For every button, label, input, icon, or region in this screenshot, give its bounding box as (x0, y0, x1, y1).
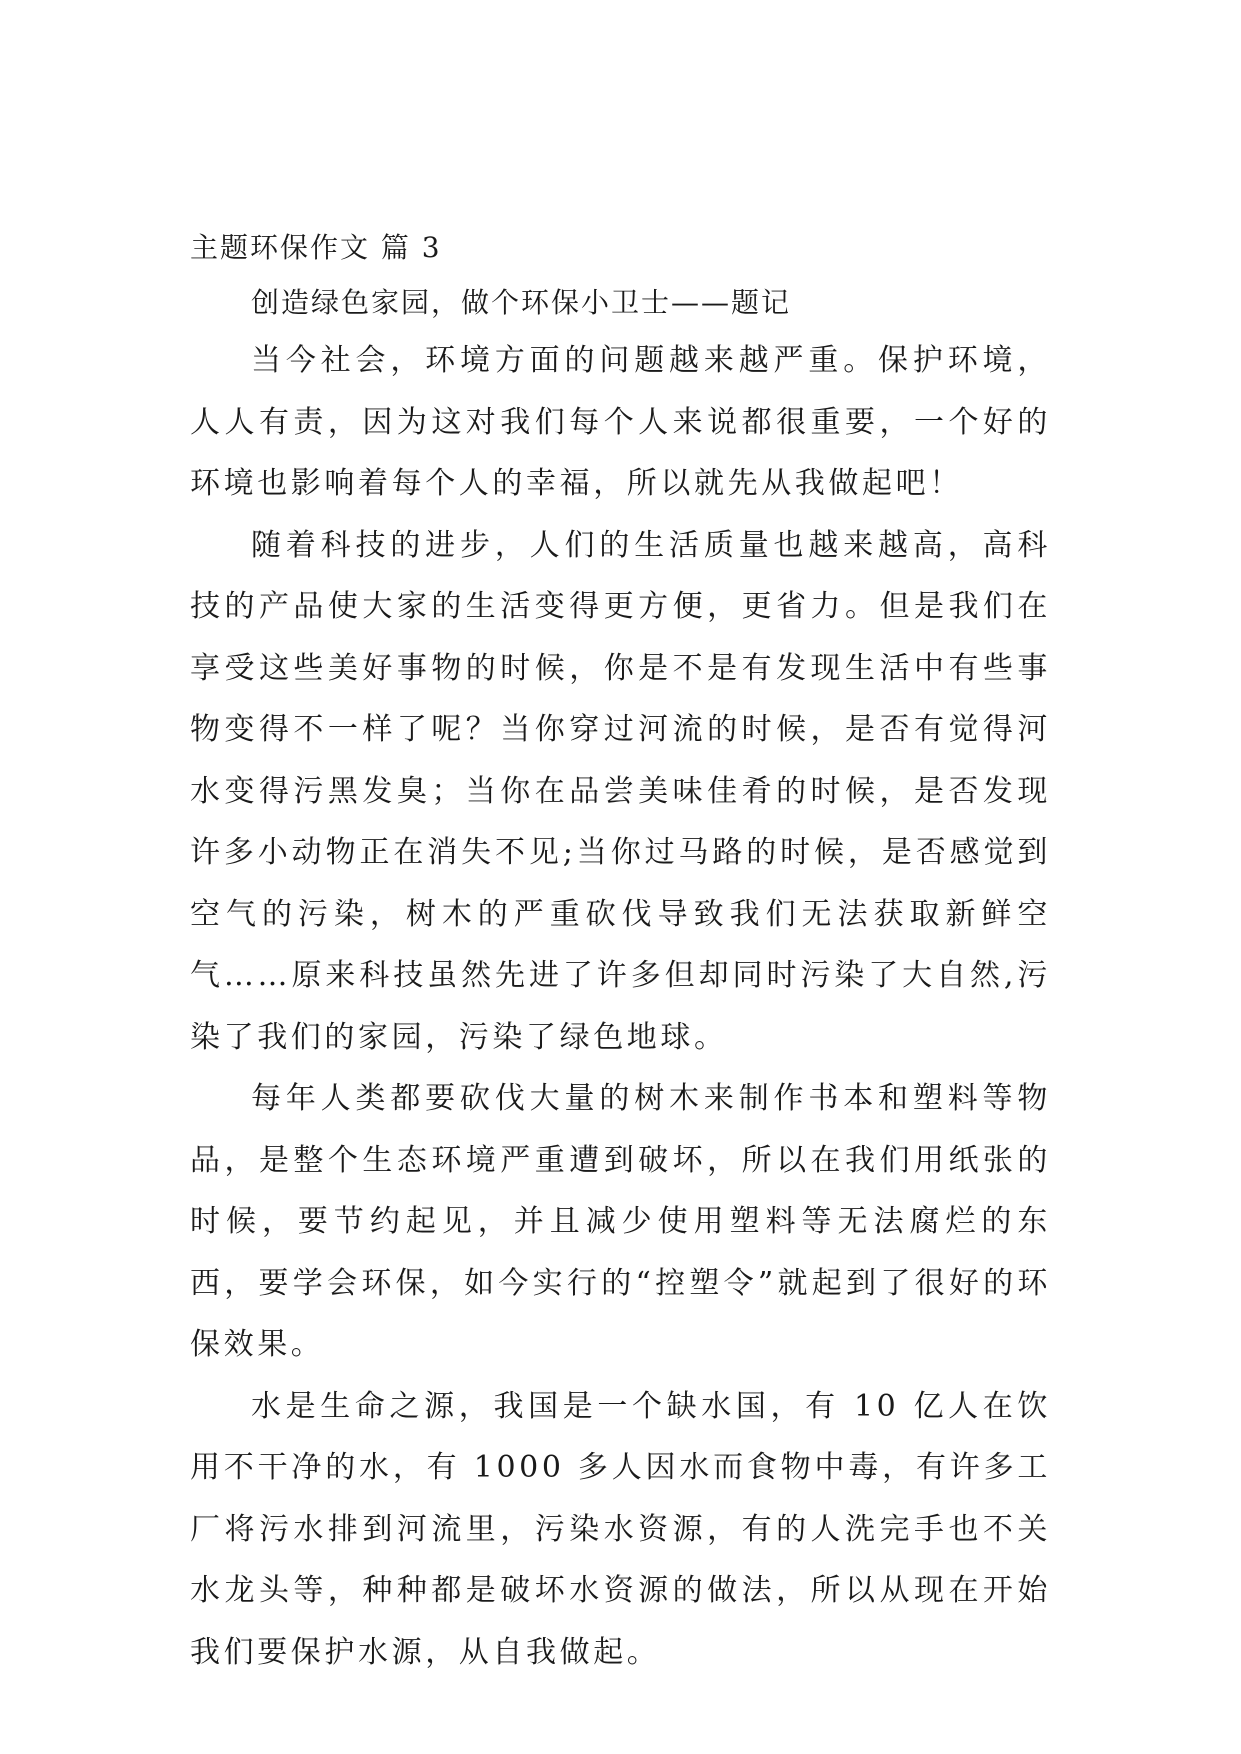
paragraph-1: 当今社会，环境方面的问题越来越严重。保护环境，人人有责，因为这对我们每个人来说都很重要，一个好的环境也影响着每个人的幸福，所以就先从我做起吧！ (190, 343, 1051, 501)
paragraph-3: 每年人类都要砍伐大量的树木来制作书本和塑料等物品，是整个生态环境严重遭到破坏，所以在我们用纸张的时候，要节约起见，并且减少使用塑料等无法腐烂的东西，要学会环保，如今实行的“控塑令”就起到了很好的环保效果。 (190, 1081, 1051, 1362)
document-subtitle: 创造绿色家园，做个环保小卫士——题记 (251, 286, 792, 319)
text-column (190, 220, 1051, 1683)
paragraph-2: 随着科技的进步，人们的生活质量也越来越高，高科技的产品使大家的生活变得更方便，更省力。但是我们在享受这些美好事物的时候，你是不是有发现生活中有些事物变得不一样了呢？当你穿过河流的时候，是否有觉得河水变得污黑发臭；当你在品尝美味佳肴的时候，是否发现许多小动物正在消失不见;当你过马路的时候，是否感觉到空气的污染，树木的严重砍伐导致我们无法获取新鲜空气……原来科技虽然先进了许多但却同时污染了大自然,污染了我们的家园，污染了绿色地球。 (190, 527, 1051, 1055)
document-title: 主题环保作文 篇 3 (190, 231, 442, 264)
paragraph-4: 水是生命之源，我国是一个缺水国，有 10 亿人在饮用不干净的水，有 1000 多人因水而食物中毒，有许多工厂将污水排到河流里，污染水资源，有的人洗完手也不关水龙头等，种种都是破坏水资源的做法，所以从现在开始我们要保护水源，从自我做起。 (190, 1388, 1051, 1670)
